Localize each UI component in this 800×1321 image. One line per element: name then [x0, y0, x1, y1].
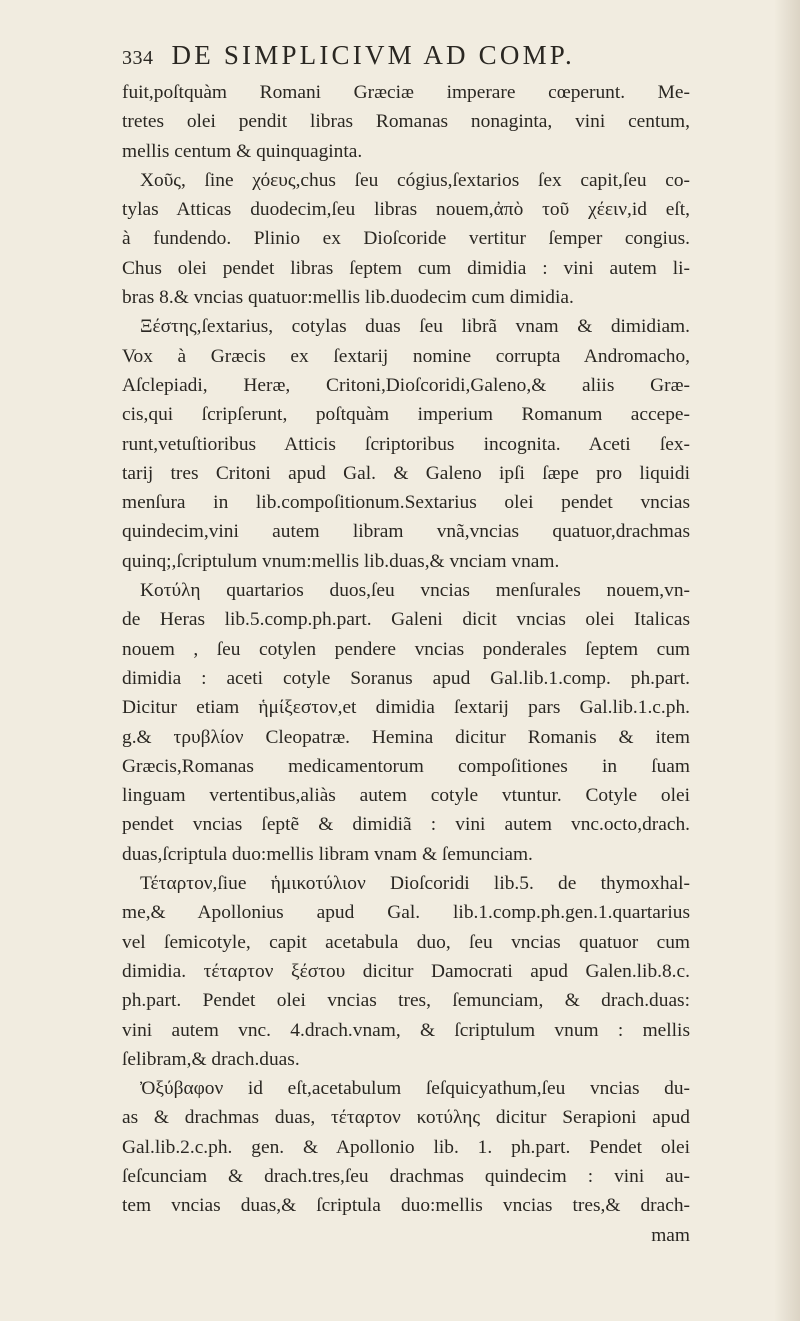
text-line: fuit,poſtquàm Romani Græciæ imperare cœperunt. Me-	[122, 82, 690, 103]
text-line: tretes olei pendit libras Romanas nonaginta, vini centum,	[122, 111, 690, 133]
text-line: duas,ſcriptula duo:mellis libram vnam & ſemunciam.	[122, 843, 533, 865]
text-line: vini autem vnc. 4.drach.vnam, & ſcriptulum vnum : mellis	[122, 1019, 690, 1041]
text-line: as & drachmas duas, τέταρτον κοτύλης dicitur Serapioni apud	[122, 1107, 690, 1129]
running-title: DE SIMPLICIVM AD COMP.	[171, 40, 575, 70]
text-line: ph.part. Pendet olei vncias tres, ſemunciam, & drach.duas:	[122, 990, 690, 1012]
text-line: quindecim,vini autem libram vnã,vncias quatuor,drachmas	[122, 521, 690, 543]
text-line: ſelibram,& drach.duas.	[122, 1048, 300, 1070]
text-line: quinq;,ſcriptulum vnum:mellis lib.duas,& vnciam vnam.	[122, 550, 560, 572]
text-line: cis,qui ſcripſerunt, poſtquàm imperium Romanum accepe-	[122, 404, 690, 426]
text-line: Κοτύλη quartarios duos,ſeu vncias menſurales nouem,vn-	[140, 580, 690, 602]
text-line: Dicitur etiam ἡμίξεστον,et dimidia ſextarij pars Gal.lib.1.c.ph.	[122, 697, 690, 719]
text-line: menſura in lib.compoſitionum.Sextarius olei pendet vncias	[122, 492, 690, 514]
page-number: 334	[122, 47, 154, 69]
text-line: vel ſemicotyle, capit acetabula duo, ſeu vncias quatuor cum	[122, 931, 690, 953]
text-line: mellis centum & quinquaginta.	[122, 140, 363, 162]
text-line: linguam vertentibus,aliàs autem cotyle vtuntur. Cotyle olei	[122, 785, 690, 807]
text-line: Chus olei pendet libras ſeptem cum dimidia : vini autem li-	[122, 257, 690, 279]
text-line: tem vncias duas,& ſcriptula duo:mellis vncias tres,& drach-	[122, 1195, 690, 1217]
text-line: dimidia. τέταρτον ξέστου dicitur Damocrati apud Galen.lib.8.c.	[122, 960, 690, 982]
text-line: Græcis,Romanas medicamentorum compoſitiones in ſuam	[122, 755, 690, 777]
text-line: pendet vncias ſeptẽ & dimidiã : vini autem vnc.octo,drach.	[122, 814, 690, 836]
text-line: Χοῦς, ſine χόευς,chus ſeu cógius,ſextarios ſex capit,ſeu co-	[140, 169, 690, 191]
text-line: runt,vetuſtioribus Atticis ſcriptoribus incognita. Aceti ſex-	[122, 433, 690, 455]
page-header	[122, 40, 682, 76]
text-line: Ξέστης,ſextarius, cotylas duas ſeu librã vnam & dimidiam.	[140, 316, 690, 338]
text-line: nouem , ſeu cotylen pendere vncias ponderales ſeptem cum	[122, 638, 690, 660]
text-line: à fundendo. Plinio ex Dioſcoride vertitur ſemper congius.	[122, 228, 690, 250]
text-line: mam	[651, 1224, 690, 1246]
text-line: tarij tres Critoni apud Gal. & Galeno ipſi ſæpe pro liquidi	[122, 462, 690, 484]
body-text	[122, 78, 690, 1250]
text-line: Aſclepiadi, Heræ, Critoni,Dioſcoridi,Galeno,& aliis Græ-	[122, 374, 690, 396]
text-line: dimidia : aceti cotyle Soranus apud Gal.lib.1.comp. ph.part.	[122, 667, 690, 689]
text-line: g.& τρυβλίον Cleopatræ. Hemina dicitur Romanis & item	[122, 726, 690, 748]
text-line: de Heras lib.5.comp.ph.part. Galeni dicit vncias olei Italicas	[122, 609, 690, 631]
text-line: Ὀξύβαφον id eſt,acetabulum ſeſquicyathum,ſeu vncias du-	[140, 1078, 690, 1100]
text-line: Vox à Græcis ex ſextarij nomine corrupta Andromacho,	[122, 345, 690, 367]
text-line: ſeſcunciam & drach.tres,ſeu drachmas quindecim : vini au-	[122, 1165, 690, 1187]
text-line: tylas Atticas duodecim,ſeu libras nouem,ἀπὸ τοῦ χέειν,id eſt,	[122, 199, 690, 221]
text-line: bras 8.& vncias quatuor:mellis lib.duodecim cum dimidia.	[122, 287, 574, 309]
text-line: Gal.lib.2.c.ph. gen. & Apollonio lib. 1. ph.part. Pendet olei	[122, 1136, 690, 1158]
page-edge-shadow	[774, 0, 800, 1321]
text-line: me,& Apollonius apud Gal. lib.1.comp.ph.gen.1.quartarius	[122, 902, 690, 924]
text-line: Τέταρτον,ſiue ἡμικοτύλιον Dioſcoridi lib.5. de thymoxhal-	[140, 873, 690, 895]
